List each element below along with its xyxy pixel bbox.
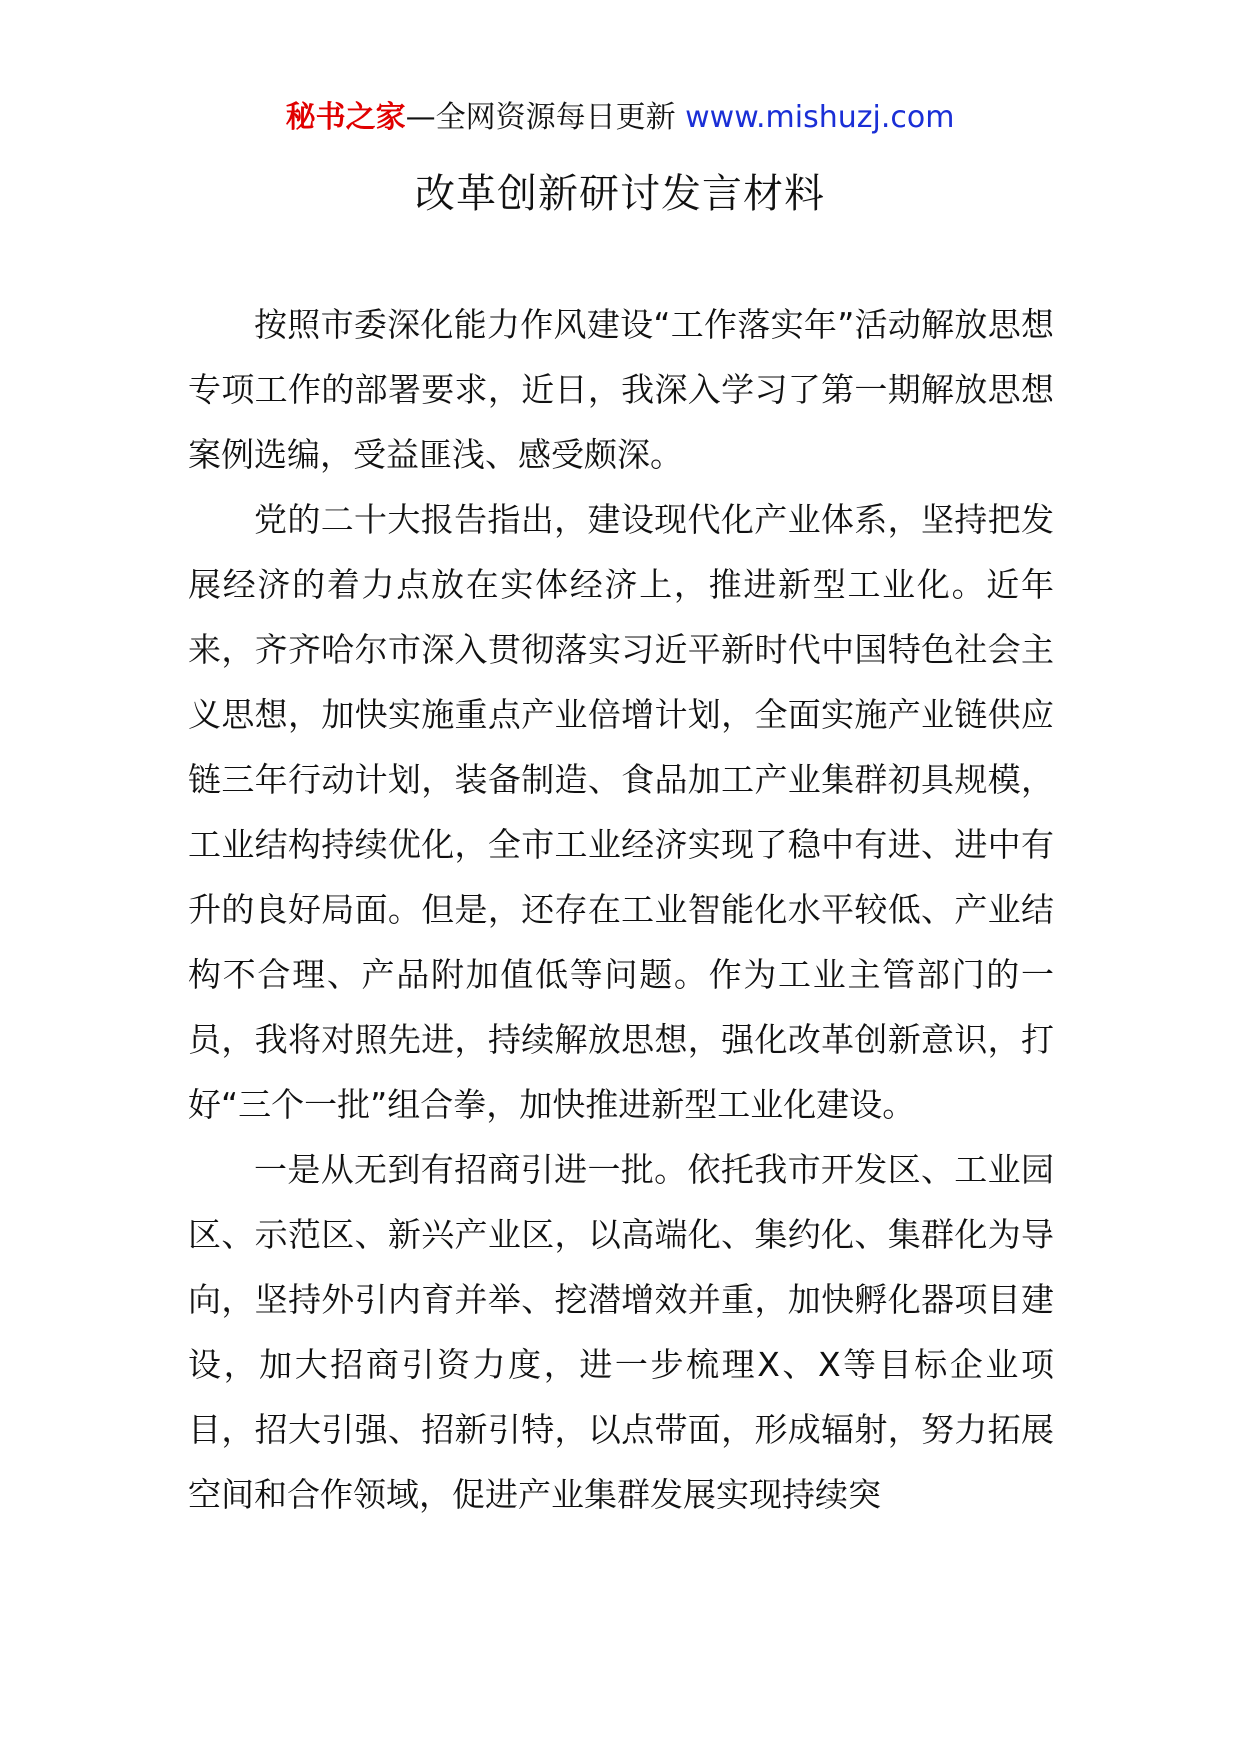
page-title: 改革创新研讨发言材料 <box>415 171 825 217</box>
paragraph-1: 按照市委深化能力作风建设“工作落实年”活动解放思想专项工作的部署要求，近日，我深入学习了第一期解放思想案例选编，受益匪浅、感受颇深。 <box>188 305 1054 474</box>
site-brand: 秘书之家 <box>285 100 406 135</box>
site-url-link[interactable]: www.mishuzj.com <box>685 100 955 135</box>
paragraph-2: 党的二十大报告指出，建设现代化产业体系，坚持把发展经济的着力点放在实体经济上，推进新型工业化。近年来，齐齐哈尔市深入贯彻落实习近平新时代中国特色社会主义思想，加快实施重点产业倍增计划，全面实施产业链供应链三年行动计划，装备制造、食品加工产业集群初具规模，工业结构持续优化，全市工业经济实现了稳中有进、进中有升的良好局面。但是，还存在工业智能化水平较低、产业结构不合理、产品附加值低等问题。作为工业主管部门的一员，我将对照先进，持续解放思想，强化改革创新意识，打好“三个一批”组合拳，加快推进新型工业化建设。 <box>188 500 1054 1124</box>
document-body <box>188 292 1054 1592</box>
site-slogan: —全网资源每日更新 <box>405 100 676 135</box>
paragraph-3: 一是从无到有招商引进一批。依托我市开发区、工业园区、示范区、新兴产业区，以高端化、集约化、集群化为导向，坚持外引内育并举、挖潜增效并重，加快孵化器项目建设，加大招商引资力度，进一步梳理X、X等目标企业项目，招大引强、招新引特，以点带面，形成辐射，努力拓展空间和合作领域，促进产业集群发展实现持续突 <box>188 1150 1054 1514</box>
site-header <box>0 98 1240 138</box>
